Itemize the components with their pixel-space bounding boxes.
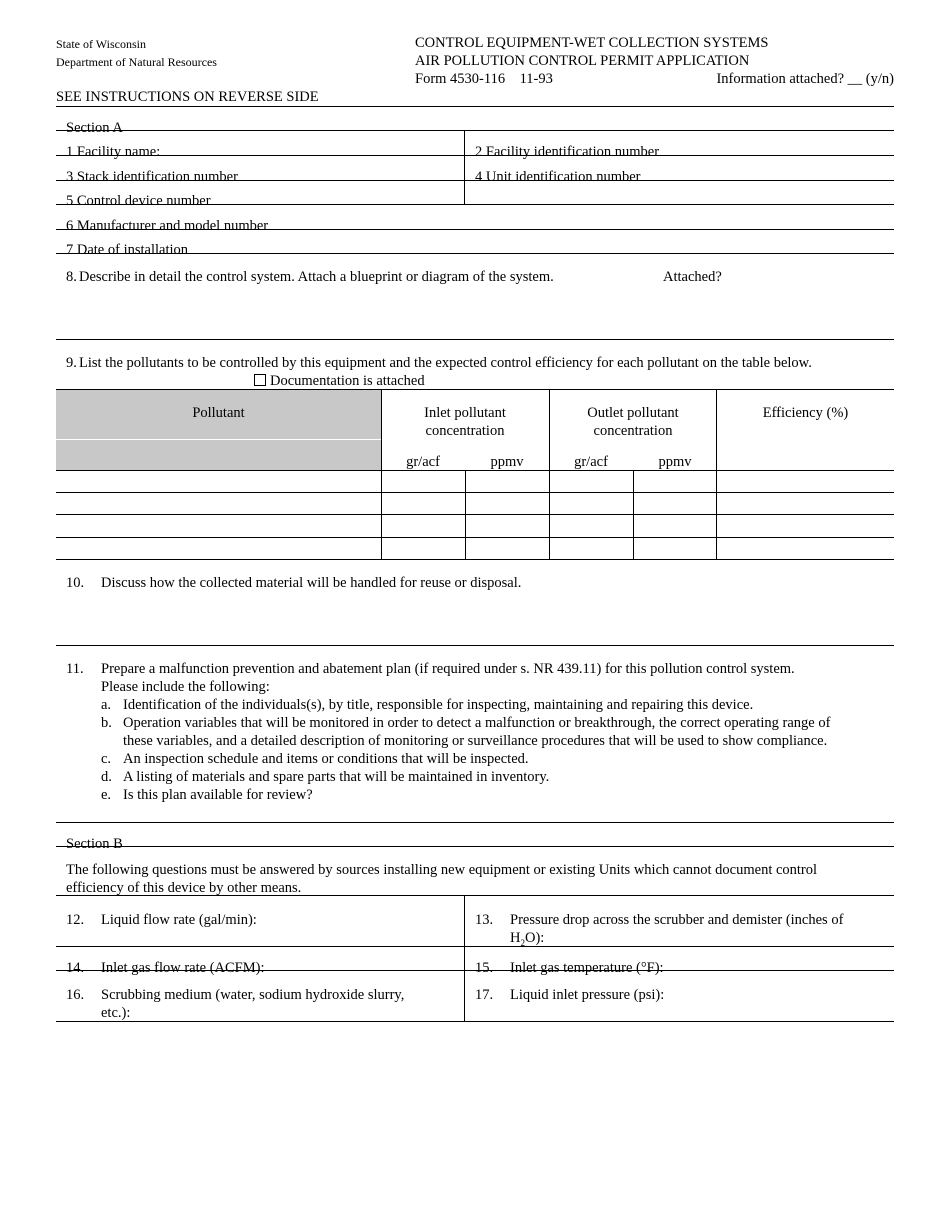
header-divider [56, 106, 894, 107]
divider [56, 204, 894, 205]
divider [56, 970, 894, 971]
q10-number: 10. [66, 575, 85, 591]
q16-number: 16. [66, 987, 85, 1003]
liquid-inlet-pressure-field[interactable]: Liquid inlet pressure (psi): [510, 987, 665, 1003]
state-label: State of Wisconsin [56, 37, 146, 51]
sub-gracf-outlet: gr/acf [574, 454, 608, 470]
divider [56, 1021, 894, 1022]
q13-number: 13. [475, 912, 494, 928]
q9-text: List the pollutants to be controlled by this equipment and the expected control efficiency for each pollutant on the table below. [79, 355, 812, 371]
q11-item-text: Operation variables that will be monitored in order to detect a malfunction or breakthrough, the correct operating range of [123, 715, 831, 731]
unit-o: O): [524, 930, 545, 946]
facility-name-field[interactable]: 1 Facility name: [66, 144, 161, 160]
manufacturer-field[interactable]: 6 Manufacturer and model number [66, 218, 269, 234]
control-device-field[interactable]: 5 Control device number [66, 193, 211, 209]
instructions-note: SEE INSTRUCTIONS ON REVERSE SIDE [56, 89, 319, 105]
sub-ppmv-inlet: ppmv [490, 454, 524, 470]
q8-text: Describe in detail the control system. Attach a blueprint or diagram of the system. [79, 269, 554, 285]
q15-number: 15. [475, 960, 494, 976]
table-top [56, 389, 894, 390]
section-b-intro: The following questions must be answered by sources installing new equipment or existing Units which cannot document control [66, 862, 818, 878]
pressure-drop-unit [510, 929, 544, 952]
checkbox-icon[interactable] [254, 374, 266, 386]
unit-subscript: 2 [520, 937, 525, 948]
divider [56, 846, 894, 847]
table-row-line [56, 492, 894, 493]
col-efficiency: Efficiency (%) [762, 405, 849, 421]
table-row-line [56, 470, 894, 471]
header-separator [56, 439, 381, 440]
section-b-intro-2: efficiency of this device by other means. [66, 880, 302, 896]
documentation-label: Documentation is attached [270, 373, 425, 389]
scrubbing-medium-cont: etc.): [101, 1005, 131, 1021]
q11-item-letter: d. [101, 769, 112, 785]
sub-gracf-inlet: gr/acf [406, 454, 440, 470]
form-title-1: CONTROL EQUIPMENT-WET COLLECTION SYSTEMS [415, 35, 769, 51]
unit-h: H [510, 930, 521, 946]
table-vline [381, 389, 382, 559]
table-vline [549, 389, 550, 559]
section-a-label: Section A [66, 120, 123, 136]
divider [56, 180, 894, 181]
documentation-checkbox[interactable] [254, 372, 425, 390]
q11-item-letter: b. [101, 715, 112, 731]
divider [56, 946, 894, 947]
table-row-line [56, 559, 894, 560]
col-pollutant: Pollutant [192, 405, 245, 421]
unit-id-field[interactable]: 4 Unit identification number [475, 169, 641, 185]
q11-text: Prepare a malfunction prevention and abatement plan (if required under s. NR 439.11) for this pollution control system. [101, 661, 795, 677]
q11-item-text-cont: these variables, and a detailed description of monitoring or surveillance procedures that will be used to show compliance. [123, 733, 828, 749]
q12-number: 12. [66, 912, 85, 928]
q11-item-letter: c. [101, 751, 112, 767]
section-b-label: Section B [66, 836, 123, 852]
divider [56, 130, 894, 131]
stack-id-field[interactable]: 3 Stack identification number [66, 169, 238, 185]
q11-item-text: A listing of materials and spare parts that will be maintained in inventory. [123, 769, 550, 785]
scrubbing-medium-field[interactable]: Scrubbing medium (water, sodium hydroxide slurry, [101, 987, 405, 1003]
form-title-2: AIR POLLUTION CONTROL PERMIT APPLICATION [415, 53, 750, 69]
q11-item-text: Identification of the individuals(s), by title, responsible for inspecting, maintaining and repairing this device. [123, 697, 754, 713]
divider [56, 253, 894, 254]
pollutant-header-bg [56, 390, 381, 470]
form-number: Form 4530-116 11-93 [415, 71, 553, 87]
inlet-gas-flow-field[interactable]: Inlet gas flow rate (ACFM): [101, 960, 265, 976]
q8-number: 8. [66, 269, 77, 285]
sub-ppmv-outlet: ppmv [658, 454, 692, 470]
column-divider [464, 895, 465, 1021]
table-vline [716, 389, 717, 559]
col-outlet-2: concentration [593, 423, 673, 439]
q11-item-text: Is this plan available for review? [123, 787, 313, 803]
divider [56, 822, 894, 823]
install-date-field[interactable]: 7 Date of installation [66, 242, 189, 258]
divider [56, 229, 894, 230]
column-divider [464, 130, 465, 204]
table-row-line [56, 537, 894, 538]
q11-item-letter: e. [101, 787, 112, 803]
table-row-line [56, 514, 894, 515]
q11-item-letter: a. [101, 697, 112, 713]
info-attached-field[interactable]: Information attached? __ (y/n) [716, 71, 894, 87]
divider [56, 155, 894, 156]
liquid-flow-rate-field[interactable]: Liquid flow rate (gal/min): [101, 912, 257, 928]
facility-id-field[interactable]: 2 Facility identification number [475, 144, 660, 160]
q17-number: 17. [475, 987, 494, 1003]
col-outlet-1: Outlet pollutant [587, 405, 679, 421]
divider [56, 339, 894, 340]
divider [56, 895, 894, 896]
col-inlet-1: Inlet pollutant [424, 405, 506, 421]
col-inlet-2: concentration [425, 423, 505, 439]
pressure-drop-field[interactable]: Pressure drop across the scrubber and demister (inches of [510, 912, 844, 928]
divider [56, 645, 894, 646]
inlet-gas-temp-field[interactable]: Inlet gas temperature (°F): [510, 960, 664, 976]
q10-text: Discuss how the collected material will be handled for reuse or disposal. [101, 575, 522, 591]
department-label: Department of Natural Resources [56, 55, 217, 69]
q11-text-2: Please include the following: [101, 679, 270, 695]
q8-attached-field[interactable]: Attached? [663, 269, 722, 285]
q14-number: 14. [66, 960, 85, 976]
q11-item-text: An inspection schedule and items or conditions that will be inspected. [123, 751, 529, 767]
q11-number: 11. [66, 661, 84, 677]
q9-number: 9. [66, 355, 77, 371]
